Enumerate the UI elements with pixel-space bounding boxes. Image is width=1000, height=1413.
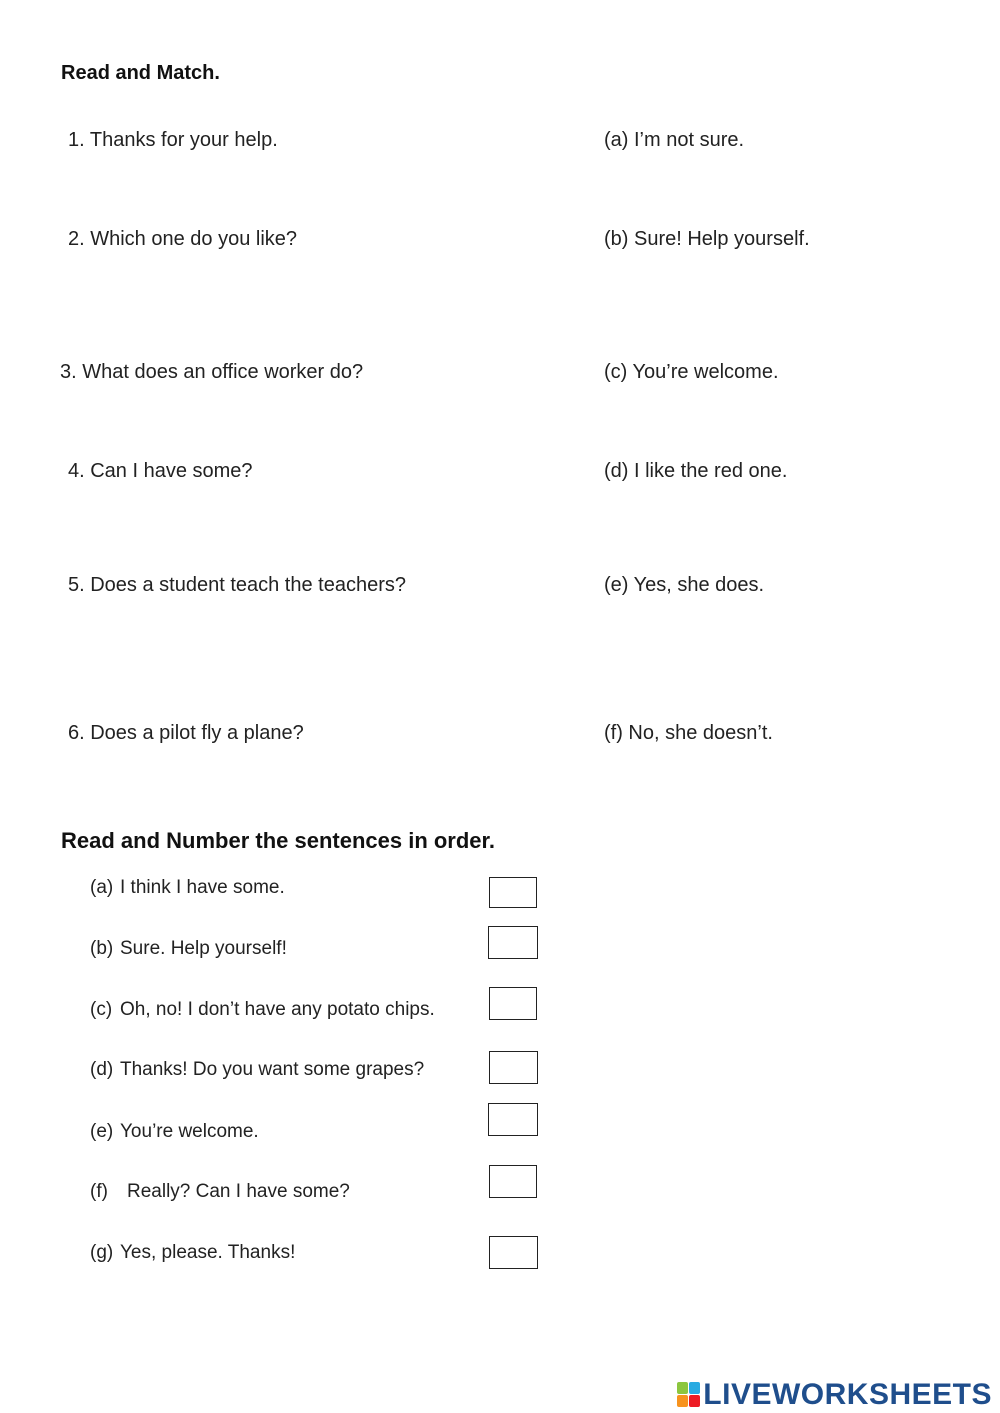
logo-text: LIVEWORKSHEETS [703,1378,992,1411]
match-heading: Read and Match. [61,62,220,84]
order-number-box-d[interactable] [489,1051,538,1084]
match-answer-a[interactable]: (a) I’m not sure. [604,129,745,151]
match-answer-f[interactable]: (f) No, she doesn’t. [604,722,773,744]
order-number-box-g[interactable] [489,1236,538,1269]
match-question-4: 4. Can I have some? [68,460,253,482]
match-question-5: 5. Does a student teach the teachers? [68,574,406,596]
order-number-box-a[interactable] [489,877,537,908]
order-number-box-c[interactable] [489,987,537,1020]
match-answer-c[interactable]: (c) You’re welcome. [604,361,779,383]
match-question-2: 2. Which one do you like? [68,228,298,250]
match-answer-b[interactable]: (b) Sure! Help yourself. [604,228,810,250]
order-label-e: (e) [90,1121,114,1142]
order-sentence-f: Really? Can I have some? [127,1181,350,1202]
order-number-box-f[interactable] [489,1165,537,1198]
match-question-6: 6. Does a pilot fly a plane? [68,722,304,744]
order-label-g: (g) [90,1242,114,1263]
order-number-box-b[interactable] [488,926,538,959]
match-answer-d[interactable]: (d) I like the red one. [604,460,788,482]
order-label-b: (b) [90,938,114,959]
order-sentence-g: Yes, please. Thanks! [120,1242,296,1263]
order-sentence-b: Sure. Help yourself! [120,938,287,959]
match-question-1: 1. Thanks for your help. [68,129,278,151]
order-sentence-a: I think I have some. [120,877,285,898]
order-sentence-e: You’re welcome. [120,1121,259,1142]
liveworksheets-logo[interactable] [677,1378,992,1412]
order-label-a: (a) [90,877,114,898]
order-label-c: (c) [90,999,113,1020]
match-question-3: 3. What does an office worker do? [60,361,364,383]
order-number-box-e[interactable] [488,1103,538,1136]
order-label-d: (d) [90,1059,114,1080]
liveworksheets-logo-icon [677,1382,701,1408]
order-heading: Read and Number the sentences in order. [61,828,496,853]
order-sentence-c: Oh, no! I don’t have any potato chips. [120,999,435,1020]
order-sentence-d: Thanks! Do you want some grapes? [120,1059,425,1080]
order-label-f: (f) [90,1181,108,1202]
match-answer-e[interactable]: (e) Yes, she does. [604,574,765,596]
